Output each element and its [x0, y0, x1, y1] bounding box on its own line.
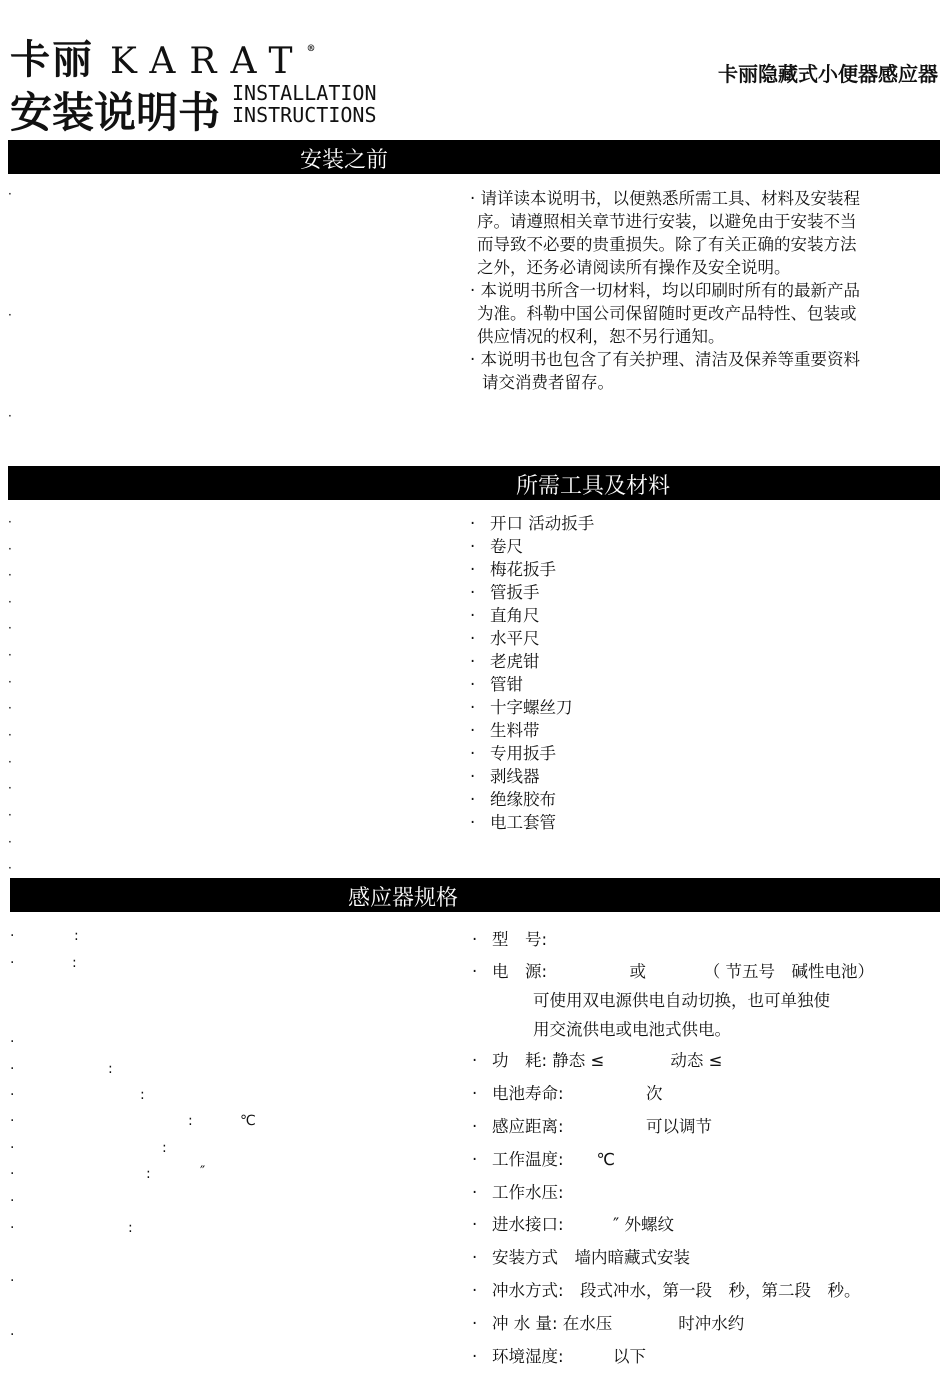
tools-list: [470, 512, 594, 834]
spec-item: · 进水接口: ″ 外螺纹: [472, 1215, 674, 1234]
left-bullet: ·: [10, 1327, 15, 1343]
brand-name-cn: 卡丽: [10, 36, 94, 83]
list-item: · 梅花扳手: [470, 560, 556, 579]
left-colon: :: [74, 928, 79, 944]
left-bullet: ·: [8, 835, 12, 849]
spec-item: · 环境湿度: 以下: [472, 1347, 647, 1366]
brand-logo: [10, 28, 316, 85]
spec-item: · 功 耗: 静态 ≤ 动态 ≤: [472, 1051, 723, 1070]
left-bullet: ·: [8, 409, 12, 423]
spec-item: · 电 源: 或 （ 节五号 碱性电池）: [472, 962, 875, 981]
spec-item: · 电池寿命: 次: [472, 1084, 663, 1103]
registered-mark: ®: [306, 44, 316, 54]
left-inch: ″: [200, 1164, 206, 1180]
left-bullet: ·: [8, 728, 12, 742]
list-item: · 生料带: [470, 721, 540, 740]
manual-title-en-line2: INSTRUCTIONS: [232, 103, 377, 127]
spec-item: · 安装方式 墙内暗藏式安装: [472, 1248, 690, 1267]
list-item: · 专用扳手: [470, 744, 556, 763]
before-line: 序。请遵照相关章节进行安装，以避免由于安装不当: [477, 212, 857, 231]
left-bullet: ·: [8, 595, 12, 609]
section-bar-tools: [8, 466, 940, 500]
list-item: · 管钳: [470, 675, 523, 694]
spec-note: 可使用双电源供电自动切换，也可单独使: [533, 991, 830, 1010]
before-line: 请交消费者留存。: [482, 373, 614, 392]
product-title: 卡丽隐藏式小便器感应器: [718, 62, 938, 86]
spec-item: · 冲 水 量: 在水压 时冲水约: [472, 1314, 745, 1333]
left-bullet: ·: [8, 861, 12, 875]
before-paragraphs: [470, 187, 910, 394]
left-bullet: ·: [8, 648, 12, 662]
section-title-specs: 感应器规格: [348, 886, 459, 911]
list-item: · 电工套管: [470, 813, 556, 832]
left-bullet: ·: [10, 928, 15, 944]
list-item: · 管扳手: [470, 583, 540, 602]
left-bullet: ·: [10, 1034, 15, 1050]
left-bullet: ·: [8, 515, 12, 529]
left-bullet: ·: [8, 568, 12, 582]
before-line: 供应情况的权利，恕不另行通知。: [477, 327, 725, 346]
left-bullet: ·: [10, 1166, 15, 1182]
left-colon: :: [146, 1166, 151, 1182]
spec-item: · 感应距离: 可以调节: [472, 1117, 713, 1136]
spec-item: · 工作温度: ℃: [472, 1150, 616, 1169]
left-bullet: ·: [8, 808, 12, 822]
left-bullet: ·: [10, 1193, 15, 1209]
left-colon: :: [108, 1061, 113, 1077]
left-bullet: ·: [8, 701, 12, 715]
left-colon: :: [72, 955, 77, 971]
before-line: 之外，还务必请阅读所有操作及安全说明。: [477, 258, 791, 277]
brand-name-en: KARAT: [109, 41, 307, 82]
list-item: · 水平尺: [470, 629, 540, 648]
left-bullet: ·: [8, 308, 12, 322]
left-bullet: ·: [10, 1087, 15, 1103]
left-bullet: ·: [10, 1273, 15, 1289]
manual-title-cn: 安装说明书: [10, 88, 221, 137]
list-item: · 剥线器: [470, 767, 540, 786]
list-item: · 绝缘胶布: [470, 790, 556, 809]
section-bar-specs: [10, 878, 940, 912]
spec-note: 用交流供电或电池式供电。: [533, 1020, 731, 1039]
section-title-tools: 所需工具及材料: [516, 474, 671, 499]
spec-item: · 冲水方式: 段式冲水，第一段 秒，第二段 秒。: [472, 1281, 861, 1300]
left-colon: :: [188, 1113, 193, 1129]
left-bullet: ·: [8, 621, 12, 635]
left-bullet: ·: [10, 1140, 15, 1156]
left-bullet: ·: [8, 187, 12, 201]
manual-title-en: [232, 82, 377, 126]
list-item: · 老虎钳: [470, 652, 540, 671]
section-title-before: 安装之前: [300, 148, 389, 173]
list-item: · 十字螺丝刀: [470, 698, 573, 717]
before-line: · 请详读本说明书，以便熟悉所需工具、材料及安装程: [470, 189, 860, 208]
before-line: 而导致不必要的贵重损失。除了有关正确的安装方法: [477, 235, 857, 254]
left-bullet: ·: [8, 755, 12, 769]
left-bullet: ·: [8, 781, 12, 795]
left-bullet: ·: [10, 1220, 15, 1236]
before-line: 为准。科勒中国公司保留随时更改产品特性、包装或: [477, 304, 857, 323]
before-line: · 本说明书也包含了有关护理、清洁及保养等重要资料: [470, 350, 860, 369]
left-bullet: ·: [10, 1061, 15, 1077]
left-colon: :: [140, 1087, 145, 1103]
left-celsius: ℃: [240, 1113, 256, 1129]
left-bullet: ·: [10, 955, 15, 971]
manual-title-en-line1: INSTALLATION: [232, 81, 377, 105]
list-item: · 开口 活动扳手: [470, 514, 595, 533]
list-item: · 直角尺: [470, 606, 540, 625]
left-bullet: ·: [8, 542, 12, 556]
left-colon: :: [128, 1220, 133, 1236]
left-bullet: ·: [10, 1113, 15, 1129]
list-item: · 卷尺: [470, 537, 523, 556]
left-bullet: ·: [8, 675, 12, 689]
spec-item: · 工作水压:: [472, 1183, 564, 1202]
left-colon: :: [162, 1140, 167, 1156]
spec-item: · 型 号:: [472, 930, 548, 949]
before-line: · 本说明书所含一切材料，均以印刷时所有的最新产品: [470, 281, 860, 300]
section-bar-before: [8, 140, 940, 174]
